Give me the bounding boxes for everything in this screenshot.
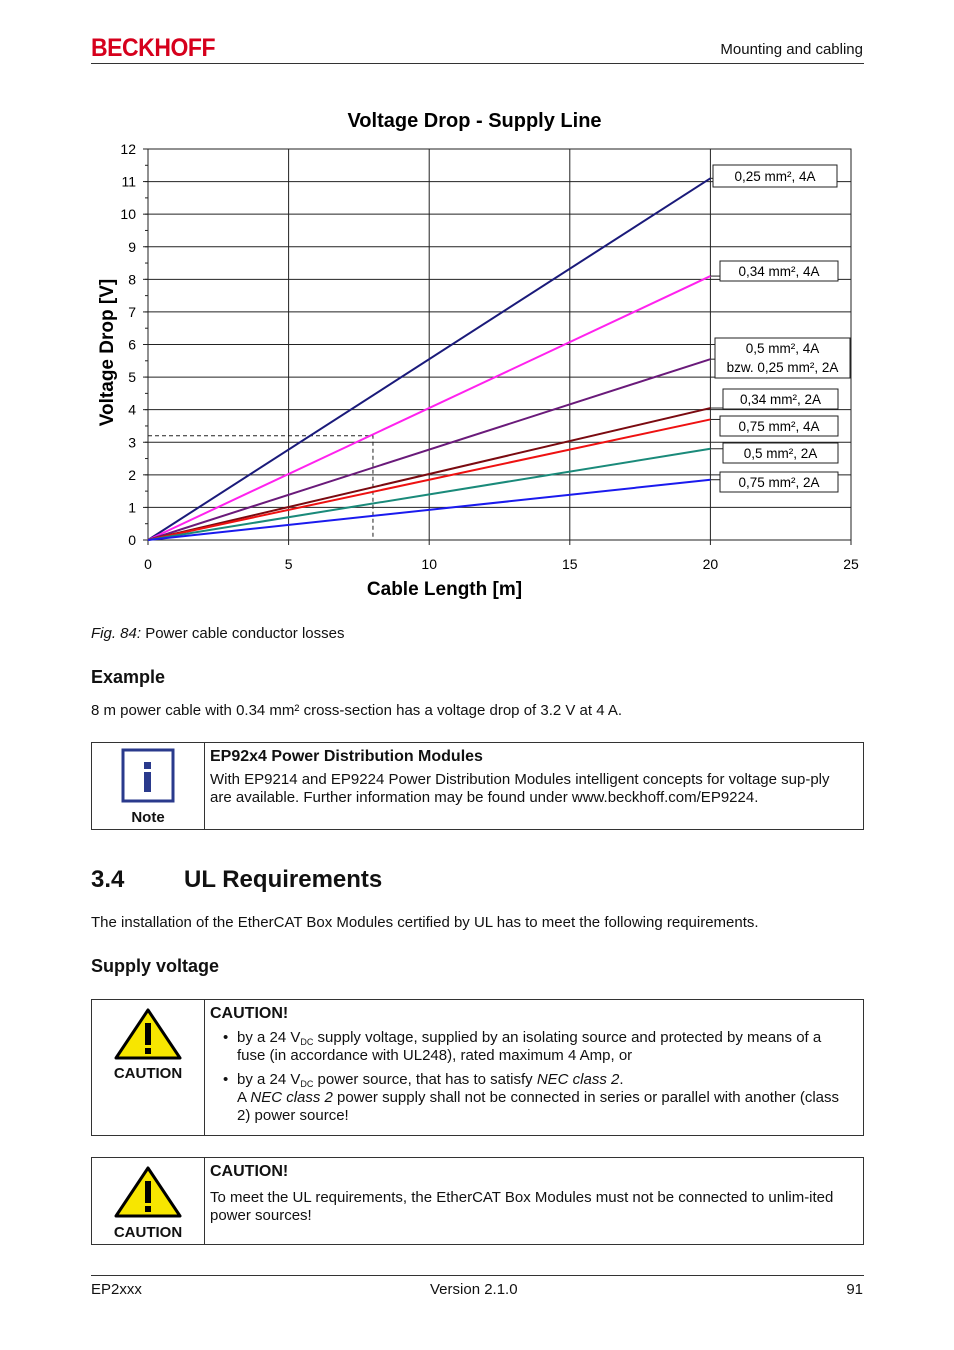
caution-title: CAUTION! [210,1163,289,1180]
caution-list [210,1029,853,1125]
series-label: 0,75 mm², 2A [738,475,820,490]
x-tick-label: 25 [843,556,859,572]
y-tick-label: 8 [128,271,136,288]
y-tick-label: 9 [128,238,136,255]
bullet-text: by a 24 V [237,1029,301,1046]
y-axis-label: Voltage Drop [V] [97,278,118,427]
dc-subscript: DC [300,1037,314,1047]
caption-text: Power cable conductor losses [145,625,345,642]
footer-rule [91,1275,864,1276]
caution-content [205,1158,863,1244]
caution-icon-cell [92,1000,205,1135]
bullet-text: by a 24 V [237,1071,301,1088]
caution-box-2 [91,1157,864,1245]
series-label: 0,5 mm², 2A [743,446,818,461]
series-label: 0,34 mm², 2A [739,392,822,407]
figure-caption [91,625,344,642]
caution-label: CAUTION [113,1224,183,1241]
series-label: 0,34 mm², 4A [738,264,820,279]
section-number: 3.4 [91,866,125,893]
bullet-text: power supply shall not be connected in series or parallel with another (class 2) power source! [237,1089,839,1124]
y-tick-label: 1 [128,499,136,516]
note-box [91,742,864,830]
chart-title: Voltage Drop - Supply Line [347,110,602,132]
running-header: Mounting and cabling [720,41,863,58]
note-label: Note [131,809,165,826]
x-tick-label: 20 [702,556,719,572]
supply-voltage-heading: Supply voltage [91,956,220,976]
footer-product: EP2xxx [91,1281,142,1298]
header-rule [91,63,864,64]
y-tick-label: 11 [121,173,136,190]
y-tick-label: 5 [128,369,136,386]
nec-class-text: NEC class 2 [536,1071,620,1088]
note-icon-cell [92,743,205,829]
example-text: 8 m power cable with 0.34 mm² cross-section has a voltage drop of 3.2 V at 4 A. [91,702,623,719]
series-label: 0,75 mm², 4A [738,419,820,434]
y-tick-label: 4 [128,401,136,418]
caution-box-1 [91,999,864,1136]
series-label: 0,25 mm², 4A [734,169,816,184]
bullet-text: power source, that has to satisfy [313,1071,537,1088]
bullet-text: supply voltage, supplied by an isolating source and protected by means of a fuse (in accordance with UL248), rated maximum 4 Amp, or [237,1029,822,1064]
list-item [210,1071,853,1125]
page-number: 91 [846,1281,863,1298]
caution-text: To meet the UL requirements, the EtherCAT Box Modules must not be connected to unlim-ited power sources! [210,1189,834,1224]
list-item [210,1029,853,1065]
y-tick-label: 0 [128,532,136,548]
note-title: EP92x4 Power Distribution Modules [210,748,483,765]
warning-triangle-icon [113,1165,183,1219]
y-tick-label: 3 [128,434,136,451]
x-tick-label: 5 [284,556,293,572]
caution-content [205,1000,863,1135]
x-tick-label: 10 [421,556,437,572]
footer-version: Version 2.1.0 [430,1281,518,1298]
x-axis-label: Cable Length [m] [366,579,523,600]
bullet-text: . [619,1071,624,1088]
y-tick-label: 10 [120,206,136,223]
beckhoff-logo: BECKHOFF [91,34,216,62]
caution-title: CAUTION! [210,1005,289,1022]
caution-label: CAUTION [113,1065,183,1082]
series-label: 0,5 mm², 4A [745,341,820,356]
y-tick-label: 12 [120,141,136,157]
y-tick-label: 6 [128,336,136,353]
dc-subscript: DC [300,1079,314,1089]
x-tick-label: 15 [562,556,578,572]
section-heading [91,866,382,894]
section-intro: The installation of the EtherCAT Box Modules certified by UL has to meet the following requirements. [91,914,759,931]
series-label: bzw. 0,25 mm², 2A [726,360,839,375]
section-title: UL Requirements [184,866,383,893]
y-tick-label: 7 [128,303,136,320]
voltage-drop-chart [91,100,864,610]
x-tick-label: 0 [144,556,152,572]
note-text: With EP9214 and EP9224 Power Distribution Modules intelligent concepts for voltage sup-ply are available. Further information may be found under www.beckhoff.com/EP9224. [210,771,830,806]
example-heading: Example [91,667,166,687]
warning-triangle-icon [113,1007,183,1061]
info-icon [121,748,175,803]
y-tick-label: 2 [128,466,136,483]
nec-class-text: NEC class 2 [250,1089,333,1106]
bullet-text: A [237,1089,251,1106]
note-content [205,743,863,829]
caution-icon-cell [92,1158,205,1244]
caption-label: Fig. 84: [91,625,142,642]
